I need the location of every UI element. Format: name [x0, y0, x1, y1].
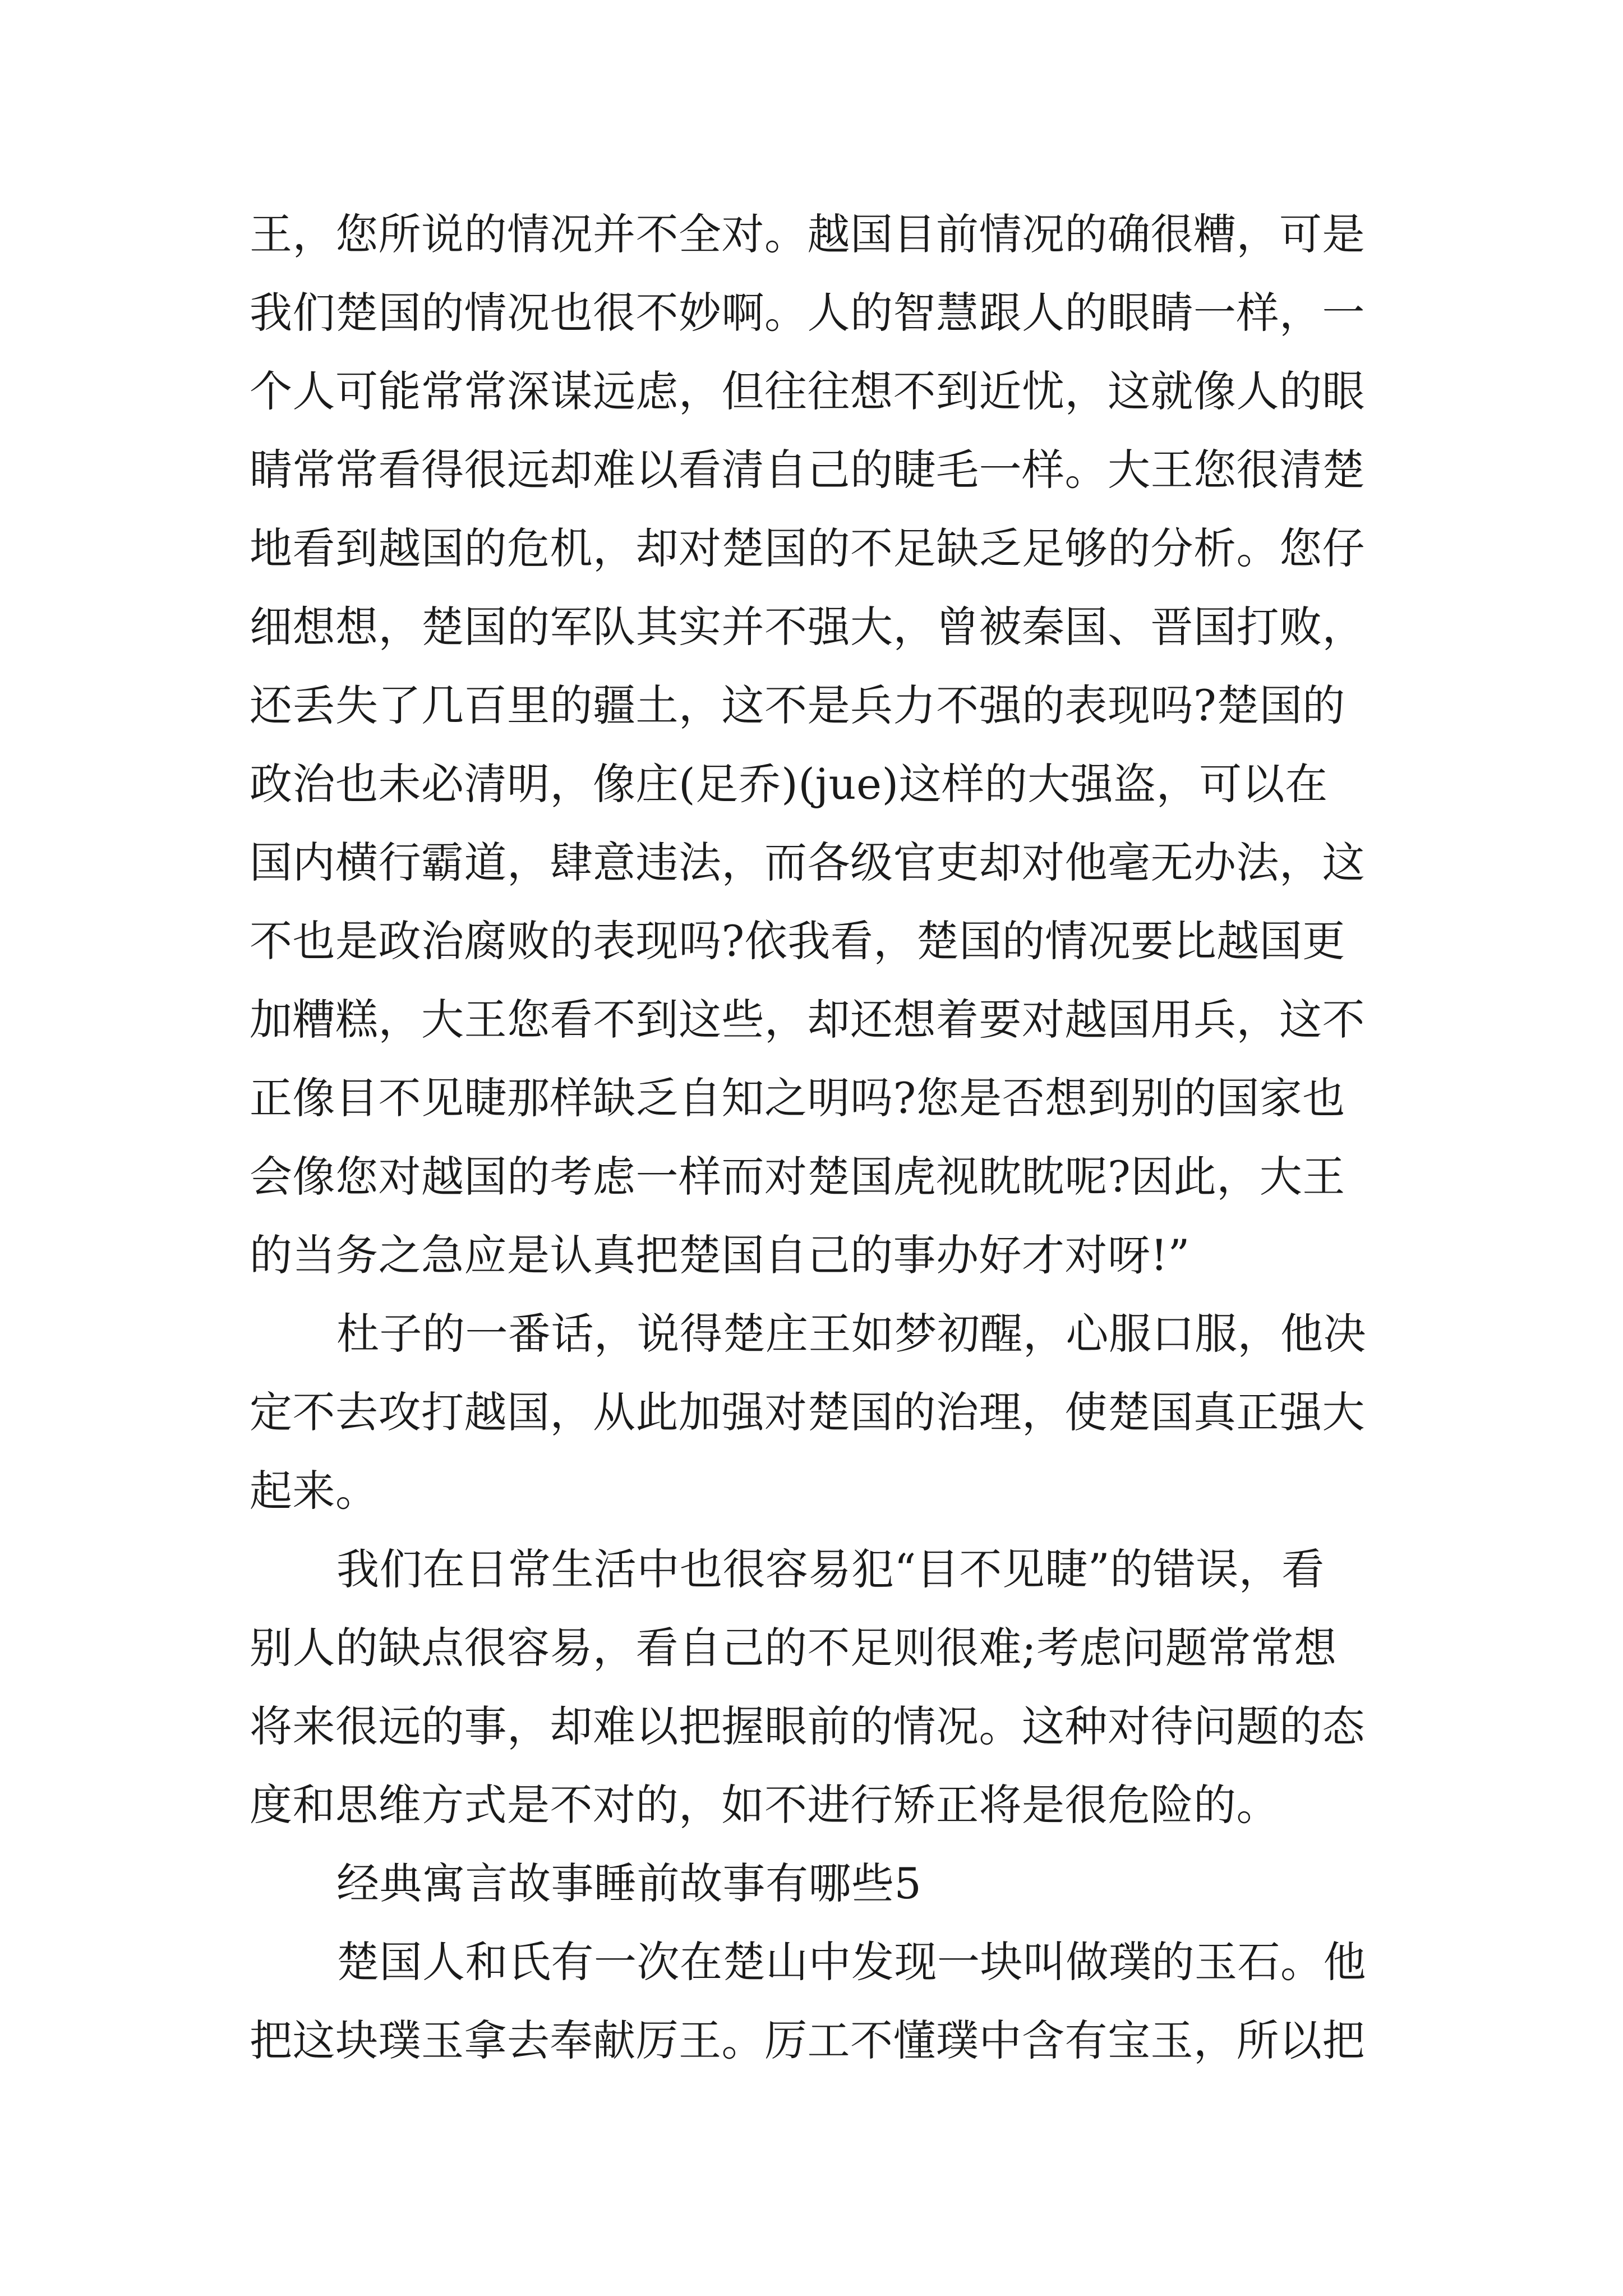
text-line: 别人的缺点很容易，看自己的不足则很难;考虑问题常常想	[250, 1623, 1337, 1673]
paragraph-first-line: 我们在日常生活中也很容易犯“目不见睫”的错误，看	[336, 1544, 1325, 1594]
text-line: 定不去攻打越国，从此加强对楚国的治理，使楚国真正强大	[250, 1387, 1365, 1437]
text-line: 把这块璞玉拿去奉献厉王。厉工不懂璞中含有宝玉，所以把	[250, 2016, 1365, 2065]
text-line: 国内横行霸道，肆意违法，而各级官吏却对他毫无办法，这	[250, 838, 1365, 887]
paragraph-first-line: 杜子的一番话，说得楚庄王如梦初醒，心服口服，他决	[336, 1309, 1366, 1359]
text-line: 加糟糕，大王您看不到这些，却还想着要对越国用兵，这不	[250, 995, 1365, 1045]
text-line: 的当务之急应是认真把楚国自己的事办好才对呀!”	[250, 1230, 1190, 1280]
text-line: 睛常常看得很远却难以看清自己的睫毛一样。大王您很清楚	[250, 445, 1365, 495]
text-line: 细想想，楚国的军队其实并不强大，曾被秦国、晋国打败，	[250, 602, 1365, 652]
text-line: 会像您对越国的考虑一样而对楚国虎视眈眈呢?因此，大王	[250, 1152, 1345, 1202]
text-line: 王，您所说的情况并不全对。越国目前情况的确很糟，可是	[250, 209, 1365, 259]
text-line: 将来很远的事，却难以把握眼前的情况。这种对待问题的态	[250, 1701, 1365, 1751]
text-line: 政治也未必清明，像庄(足乔)(jue)这样的大强盗，可以在	[250, 759, 1328, 809]
text-line: 起来。	[250, 1466, 379, 1516]
text-line: 我们楚国的情况也很不妙啊。人的智慧跟人的眼睛一样，一	[250, 288, 1365, 338]
text-line: 正像目不见睫那样缺乏自知之明吗?您是否想到别的国家也	[250, 1073, 1345, 1123]
text-line: 度和思维方式是不对的，如不进行矫正将是很危险的。	[250, 1780, 1279, 1830]
text-line: 地看到越国的危机，却对楚国的不足缺乏足够的分析。您仔	[250, 523, 1365, 573]
paragraph-first-line: 楚国人和氏有一次在楚山中发现一块叫做璞的玉石。他	[336, 1937, 1366, 1987]
text-line: 个人可能常常深谋远虑，但往往想不到近忧，这就像人的眼	[250, 366, 1365, 416]
section-heading: 经典寓言故事睡前故事有哪些5	[336, 1858, 922, 1908]
text-line: 不也是政治腐败的表现吗?依我看，楚国的情况要比越国更	[250, 916, 1345, 966]
text-line: 还丢失了几百里的疆土，这不是兵力不强的表现吗?楚国的	[250, 680, 1345, 730]
